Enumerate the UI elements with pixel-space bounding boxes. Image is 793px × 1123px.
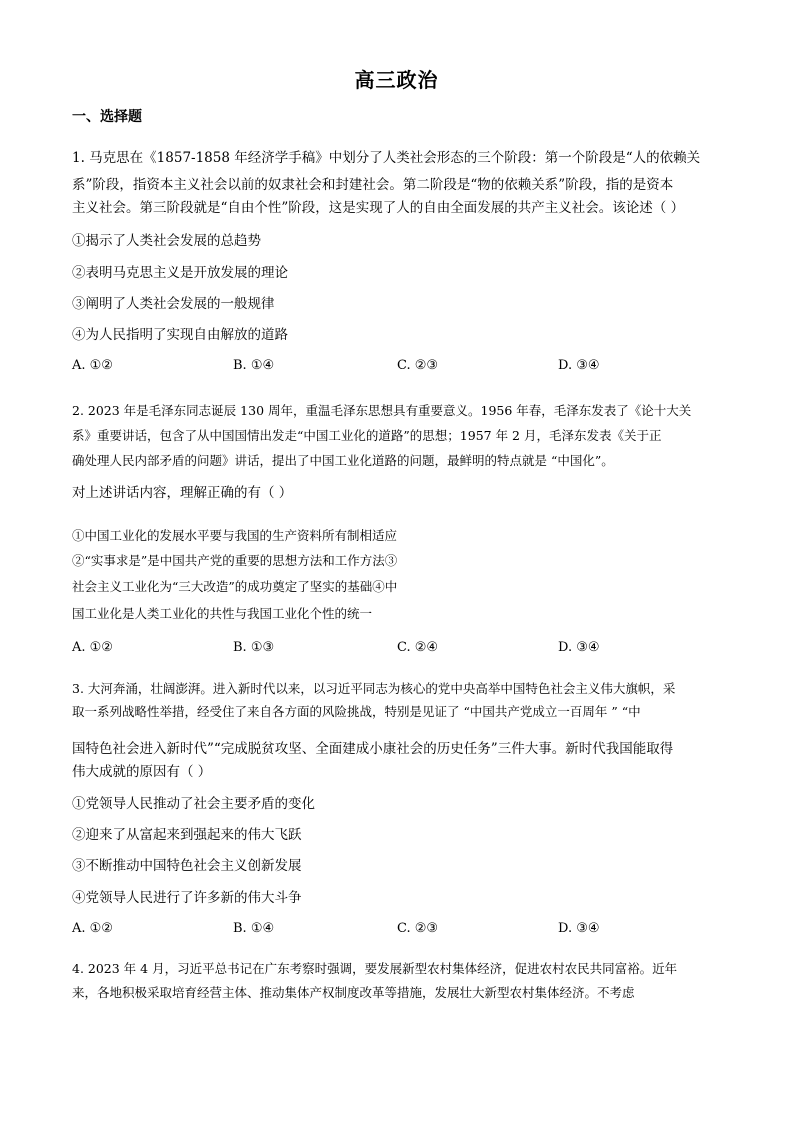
q2-item: 社会主义工业化为“三大改造”的成功奠定了坚实的基础④中 (72, 579, 398, 594)
q2-options (72, 640, 712, 658)
q4-stem-line: 来，各地积极采取培育经营主体、推动集体产权制度改革等措施，发展壮大新型农村集体经济。不考虑 (72, 985, 635, 1000)
q3-options (72, 921, 712, 939)
q3-stem-line: 伟大成就的原因有（ ） (72, 764, 212, 780)
option-c[interactable]: C. ②④ (397, 640, 439, 655)
q3-item: ④党领导人民进行了许多新的伟大斗争 (72, 890, 302, 906)
option-d[interactable]: D. ③④ (558, 640, 600, 655)
option-d[interactable]: D. ③④ (558, 358, 600, 373)
q1-stem-line: 主义社会。第三阶段就是“自由个性”阶段，这是实现了人的自由全面发展的共产主义社会。该论述（ ） (72, 200, 685, 216)
q2-stem-line: 系》重要讲话，包含了从中国国情出发走“中国工业化的道路”的思想；1957 年 2 月，毛泽东发表《关于正 (72, 428, 662, 443)
option-d[interactable]: D. ③④ (558, 921, 600, 936)
option-a[interactable]: A. ①② (72, 921, 113, 936)
option-a[interactable]: A. ①② (72, 358, 113, 373)
option-b[interactable]: B. ①③ (233, 640, 275, 655)
q1-options (72, 358, 712, 376)
q1-item: ②表明马克思主义是开放发展的理论 (72, 265, 288, 281)
q1-item: ④为人民指明了实现自由解放的道路 (72, 327, 288, 343)
page-title: 高三政治 (354, 68, 439, 92)
q2-item: 国工业化是人类工业化的共性与我国工业化个性的统一 (72, 606, 373, 621)
q3-item: ②迎来了从富起来到强起来的伟大飞跃 (72, 827, 302, 843)
q2-question: 对上述讲话内容，理解正确的有（ ） (72, 485, 293, 501)
q2-item: ②“实事求是”是中国共产党的重要的思想方法和工作方法③ (72, 553, 398, 568)
q2-stem-line: 2. 2023 年是毛泽东同志诞辰 130 周年，重温毛泽东思想具有重要意义。1956 年春，毛泽东发表了《论十大关 (72, 403, 692, 418)
q4-stem-line: 4. 2023 年 4 月，习近平总书记在广东考察时强调，要发展新型农村集体经济，促进农村农民共同富裕。近年 (72, 961, 678, 976)
q3-stem-line: 国特色社会进入新时代”“完成脱贫攻坚、全面建成小康社会的历史任务”三件大事。新时代我国能取得 (72, 741, 674, 757)
option-b[interactable]: B. ①④ (233, 921, 275, 936)
q1-stem-line: 1. 马克思在《1857-1858 年经济学手稿》中划分了人类社会形态的三个阶段：第一个阶段是“人的依赖关 (72, 150, 701, 166)
option-a[interactable]: A. ①② (72, 640, 113, 655)
q1-item: ③阐明了人类社会发展的一般规律 (72, 296, 275, 312)
option-c[interactable]: C. ②③ (397, 358, 439, 373)
q2-item: ①中国工业化的发展水平要与我国的生产资料所有制相适应 (72, 528, 398, 543)
q3-item: ③不断推动中国特色社会主义创新发展 (72, 858, 302, 874)
q2-stem-line: 确处理人民内部矛盾的问题》讲话，提出了中国工业化道路的问题，最鲜明的特点就是 “中国化”。 (72, 453, 614, 468)
q3-item: ①党领导人民推动了社会主要矛盾的变化 (72, 796, 315, 812)
option-c[interactable]: C. ②③ (397, 921, 439, 936)
q3-stem-line: 取一系列战略性举措，经受住了来自各方面的风险挑战，特别是见证了 “中国共产党成立一百周年 ” “中 (72, 704, 641, 719)
q1-stem-line: 系”阶段，指资本主义社会以前的奴隶社会和封建社会。第二阶段是“物的依赖关系”阶段，指的是资本 (72, 177, 674, 193)
section-heading: 一、选择题 (72, 109, 142, 125)
q1-item: ①揭示了人类社会发展的总趋势 (72, 233, 261, 249)
q3-stem-line: 3. 大河奔涌，壮阔澎湃。进入新时代以来，以习近平同志为核心的党中央高举中国特色社会主义伟大旗帜，采 (72, 681, 676, 696)
option-b[interactable]: B. ①④ (233, 358, 275, 373)
